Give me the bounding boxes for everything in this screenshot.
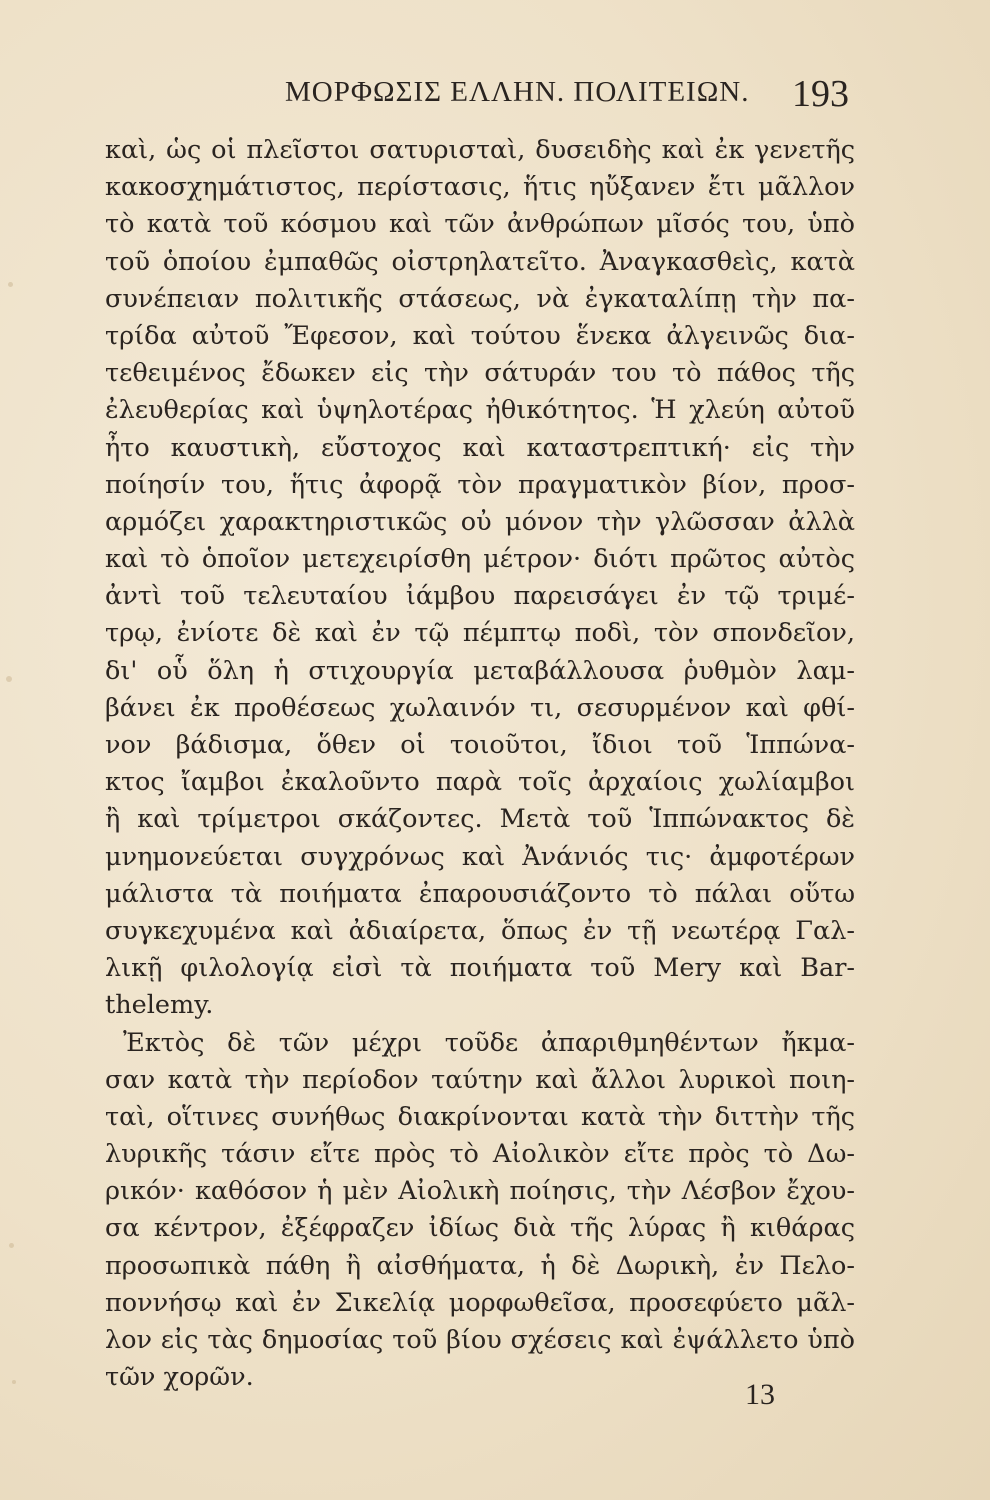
text-line: μάλιστα τὰ ποιήματα ἐπαρουσιάζοντο τὸ πάλαι οὕτω: [105, 878, 855, 909]
page-number: 193: [792, 73, 849, 115]
paper-spot: [12, 1380, 16, 1384]
text-line: λον εἰς τὰς δημοσίας τοῦ βίου σχέσεις καὶ ἐψάλλετο ὑπὸ: [105, 1325, 855, 1355]
text-line: προσωπικὰ πάθη ἢ αἰσθήματα, ἡ δὲ Δωρικὴ, ἐν Πελο-: [105, 1250, 855, 1281]
paper-spot: [9, 1243, 14, 1248]
text-line: κτος ἴαμβοι ἐκαλοῦντο παρὰ τοῖς ἀρχαίοις χωλίαμβοι: [105, 767, 855, 798]
text-line: δι' οὗ ὅλη ἡ στιχουργία μεταβάλλουσα ῥυθμὸν λαμ-: [105, 655, 855, 686]
text-line: τεθειμένος ἔδωκεν εἰς τὴν σάτυράν του τὸ πάθος τῆς: [105, 358, 855, 389]
body-text: [105, 132, 855, 1396]
text-line: λυρικῆς τάσιν εἴτε πρὸς τὸ Αἰολικὸν εἴτε πρὸς τὸ Δω-: [105, 1139, 855, 1170]
text-line: σα κέντρον, ἐξέφραζεν ἰδίως διὰ τῆς λύρας ἢ κιθάρας: [105, 1213, 855, 1244]
text-line: τοῦ ὁποίου ἐμπαθῶς οἰστρηλατεῖτο. Ἀναγκασθεὶς, κατὰ: [105, 246, 855, 277]
text-line: μνημονεύεται συγχρόνως καὶ Ἀνάνιός τις· ἀμφοτέρων: [105, 841, 855, 872]
text-line: thelemy.: [105, 990, 214, 1021]
text-line: τῶν χορῶν.: [105, 1362, 254, 1393]
text-line: ἀντὶ τοῦ τελευταίου ἰάμβου παρεισάγει ἐν τῷ τριμέ-: [105, 581, 855, 612]
text-line: ποίησίν του, ἥτις ἀφορᾷ τὸν πραγματικὸν βίον, προσ-: [105, 469, 855, 500]
text-line: Ἐκτὸς δὲ τῶν μέχρι τοῦδε ἀπαριθμηθέντων ἤκμα-: [123, 1027, 855, 1058]
text-line: ρικόν· καθόσον ἡ μὲν Αἰολικὴ ποίησις, τὴν Λέσβον ἔχου-: [105, 1176, 855, 1207]
text-line: νον βάδισμα, ὅθεν οἱ τοιοῦτοι, ἴδιοι τοῦ Ἱππώνα-: [105, 730, 855, 760]
paper-spot: [8, 282, 13, 287]
paper-spot: [6, 676, 12, 682]
text-line: ἦτο καυστικὴ, εὔστοχος καὶ καταστρεπτική· εἰς τὴν: [105, 432, 855, 463]
text-line: ταὶ, οἵτινες συνήθως διακρίνονται κατὰ τὴν διττὴν τῆς: [105, 1101, 855, 1132]
text-line: αρμόζει χαρακτηριστικῶς οὐ μόνον τὴν γλῶσσαν ἀλλὰ: [105, 506, 855, 537]
text-line: ἐλευθερίας καὶ ὑψηλοτέρας ἠθικότητος. Ἡ χλεύη αὐτοῦ: [105, 395, 855, 426]
text-line: καὶ τὸ ὁποῖον μετεχειρίσθη μέτρον· διότι πρῶτος αὐτὸς: [105, 544, 855, 575]
text-line: συνέπειαν πολιτικῆς στάσεως, νὰ ἐγκαταλίπῃ τὴν πα-: [105, 283, 855, 314]
text-line: τὸ κατὰ τοῦ κόσμου καὶ τῶν ἀνθρώπων μῖσός του, ὑπὸ: [105, 209, 855, 240]
text-line: συγκεχυμένα καὶ ἀδιαίρετα, ὅπως ἐν τῇ νεωτέρᾳ Γαλ-: [105, 915, 855, 946]
text-line: βάνει ἐκ προθέσεως χωλαινόν τι, σεσυρμένον καὶ φθί-: [105, 692, 855, 723]
text-line: καὶ, ὡς οἱ πλεῖστοι σατυρισταὶ, δυσειδὴς καὶ ἐκ γενετῆς: [105, 135, 855, 165]
running-head: ΜΟΡΦΩΣΙΣ ΕΛΛΗΝ. ΠΟΛΙΤΕΙΩΝ.: [285, 76, 750, 108]
text-line: τρίδα αὐτοῦ Ἔφεσον, καὶ τούτου ἕνεκα ἀλγεινῶς δια-: [105, 320, 855, 351]
text-line: ἢ καὶ τρίμετροι σκάζοντες. Μετὰ τοῦ Ἱππώνακτος δὲ: [105, 804, 855, 835]
text-line: ποννήσῳ καὶ ἐν Σικελίᾳ μορφωθεῖσα, προσεφύετο μᾶλ-: [105, 1287, 855, 1318]
signature-mark: 13: [745, 1378, 775, 1411]
text-line: σαν κατὰ τὴν περίοδον ταύτην καὶ ἄλλοι λυρικοὶ ποιη-: [105, 1064, 855, 1095]
text-line: κακοσχημάτιστος, περίστασις, ἥτις ηὔξανεν ἔτι μᾶλλον: [105, 172, 855, 203]
text-line: λικῇ φιλολογίᾳ εἰσὶ τὰ ποιήματα τοῦ Mery καὶ Bar-: [105, 953, 855, 984]
text-line: τρῳ, ἐνίοτε δὲ καὶ ἐν τῷ πέμπτῳ ποδὶ, τὸν σπονδεῖον,: [105, 618, 855, 649]
